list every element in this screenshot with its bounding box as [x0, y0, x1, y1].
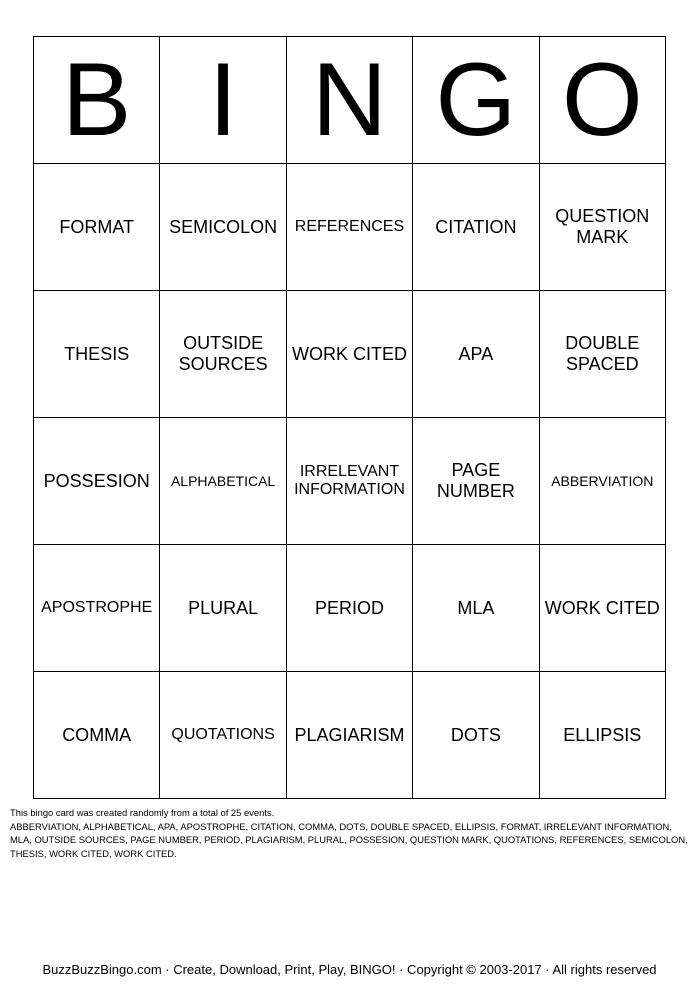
header-letter-n: N: [286, 37, 412, 164]
bingo-cell: CITATION: [413, 164, 539, 291]
bingo-cell: WORK CITED: [539, 545, 665, 672]
bingo-cell: DOTS: [413, 672, 539, 799]
bingo-cell: MLA: [413, 545, 539, 672]
bingo-cell: POSSESION: [34, 418, 160, 545]
bingo-cell: PLAGIARISM: [286, 672, 412, 799]
bingo-cell: APOSTROPHE: [34, 545, 160, 672]
bingo-cell: APA: [413, 291, 539, 418]
bingo-cell: SEMICOLON: [160, 164, 286, 291]
generation-note: [10, 806, 690, 860]
bingo-cell: IRRELEVANT INFORMATION: [286, 418, 412, 545]
bingo-cell: REFERENCES: [286, 164, 412, 291]
note-intro: This bingo card was created randomly from a total of 25 events.: [10, 807, 275, 818]
bingo-cell: ABBERVIATION: [539, 418, 665, 545]
note-event-list: ABBERVIATION, ALPHABETICAL, APA, APOSTROPHE, CITATION, COMMA, DOTS, DOUBLE SPACED, ELLIPSIS, FORMAT, IRRELEVANT INFORMATION, MLA, OUTSIDE SOURCES, PAGE NUMBER, PERIOD, PLAGIARISM, PLURAL, POSSESION, QUESTION MARK, QUOTATIONS, REFERENCES, SEMICOLON, THESIS, WORK CITED, WORK CITED.: [10, 820, 688, 859]
bingo-cell: ELLIPSIS: [539, 672, 665, 799]
bingo-row: [34, 545, 666, 672]
bingo-row: [34, 164, 666, 291]
bingo-cell: PLURAL: [160, 545, 286, 672]
bingo-card: [33, 36, 666, 799]
bingo-row: [34, 291, 666, 418]
header-letter-g: G: [413, 37, 539, 164]
bingo-cell: DOUBLE SPACED: [539, 291, 665, 418]
bingo-row: [34, 418, 666, 545]
header-letter-b: B: [34, 37, 160, 164]
bingo-cell: FORMAT: [34, 164, 160, 291]
header-letter-i: I: [160, 37, 286, 164]
bingo-cell: PAGE NUMBER: [413, 418, 539, 545]
bingo-cell: PERIOD: [286, 545, 412, 672]
footer-copyright: BuzzBuzzBingo.com · Create, Download, Print, Play, BINGO! · Copyright © 2003-2017 · All rights reserved: [42, 962, 657, 977]
bingo-cell: WORK CITED: [286, 291, 412, 418]
bingo-cell: OUTSIDE SOURCES: [160, 291, 286, 418]
bingo-cell: QUOTATIONS: [160, 672, 286, 799]
bingo-cell: THESIS: [34, 291, 160, 418]
bingo-cell: QUESTION MARK: [539, 164, 665, 291]
bingo-cell: COMMA: [34, 672, 160, 799]
bingo-cell: ALPHABETICAL: [160, 418, 286, 545]
header-letter-o: O: [539, 37, 665, 164]
bingo-row: [34, 672, 666, 799]
bingo-header-row: [34, 37, 666, 164]
